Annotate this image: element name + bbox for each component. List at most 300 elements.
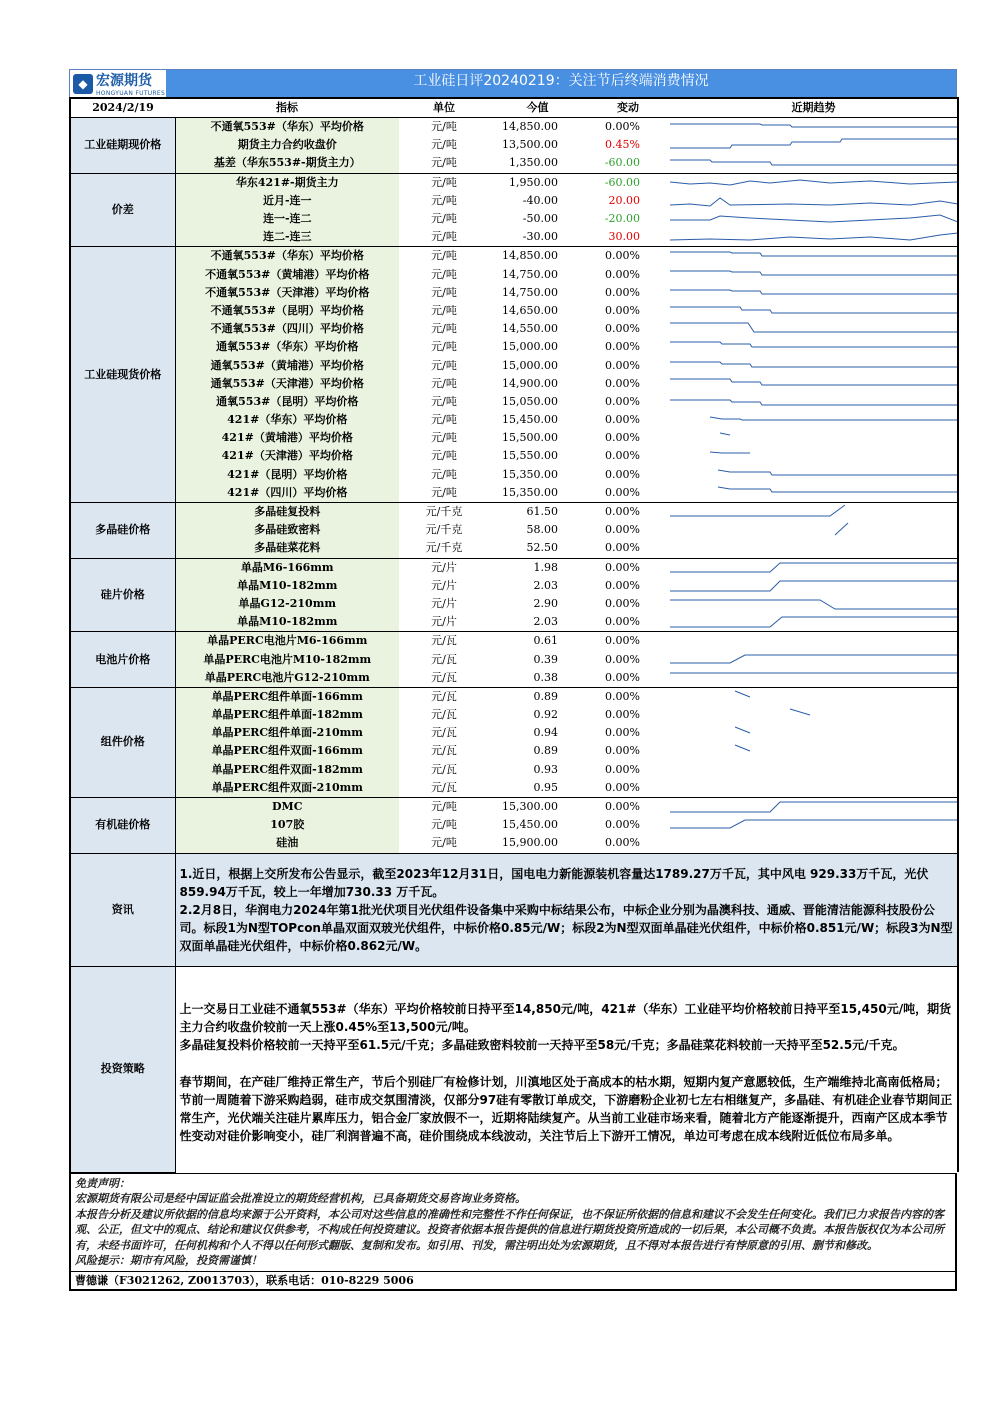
indicator-name: 421#（昆明）平均价格 xyxy=(175,466,399,484)
sparkline xyxy=(670,320,958,338)
sparkline xyxy=(670,706,958,724)
sparkline-path xyxy=(735,745,750,751)
unit-cell: 元/瓦 xyxy=(431,744,457,758)
unit-cell: 元/吨 xyxy=(431,358,457,372)
change-cell: 0.00% xyxy=(605,615,640,629)
sparkline xyxy=(670,742,958,760)
trend-cell xyxy=(670,266,958,284)
sparkline-path xyxy=(670,581,958,591)
sparkline xyxy=(670,484,958,502)
value-cell: -50.00 xyxy=(522,212,558,226)
trend-cell xyxy=(670,375,958,393)
change-cell: 0.00% xyxy=(586,558,670,577)
unit-cell: 元/吨 xyxy=(431,485,457,499)
change-cell: 0.00% xyxy=(605,652,640,666)
sparkline xyxy=(670,688,958,706)
trend-cell xyxy=(670,154,958,173)
col-change: 变动 xyxy=(586,98,670,118)
sparkline xyxy=(670,411,958,429)
value-cell: 0.61 xyxy=(489,632,586,651)
change-cell: 0.00% xyxy=(605,523,640,537)
strategy-paragraph-1: 上一交易日工业硅不通氧553#（华东）平均价格较前日持平至14,850元/吨，421#（华东）工业硅平均价格较前日持平至15,450元/吨，期货主力合约收盘价较前一天上涨0.45%至13,500元/吨。 xyxy=(179,1001,952,1034)
trend-cell xyxy=(670,650,958,668)
indicator-name: 不通氧553#（华东）平均价格 xyxy=(175,247,399,266)
table-row xyxy=(70,411,958,429)
sparkline xyxy=(670,816,958,834)
trend-cell xyxy=(670,302,958,320)
table-row xyxy=(70,613,958,632)
trend-cell xyxy=(670,118,958,137)
sparkline-path xyxy=(670,180,958,185)
table-row xyxy=(70,136,958,154)
indicator-name: 421#（四川）平均价格 xyxy=(175,484,399,503)
trend-cell xyxy=(670,669,958,688)
trend-cell xyxy=(670,284,958,302)
indicator-name: 通氧553#（华东）平均价格 xyxy=(175,338,399,356)
sparkline xyxy=(670,338,958,356)
sparkline-path xyxy=(670,342,958,347)
sparkline-path xyxy=(670,124,958,127)
value-cell: 0.92 xyxy=(533,708,558,722)
table-row xyxy=(70,687,958,706)
unit-cell: 元/瓦 xyxy=(399,632,489,651)
change-cell: -60.00 xyxy=(586,173,670,192)
change-cell: 0.00% xyxy=(605,285,640,299)
change-cell: 0.00% xyxy=(586,247,670,266)
trend-cell xyxy=(670,558,958,577)
table-row xyxy=(70,632,958,651)
indicator-name: 多晶硅复投料 xyxy=(175,502,399,521)
value-cell: 1,950.00 xyxy=(489,173,586,192)
trend-cell xyxy=(670,577,958,595)
value-cell: 14,650.00 xyxy=(502,303,558,317)
table-row xyxy=(70,393,958,411)
sparkline xyxy=(670,118,958,136)
indicator-name: 单晶PERC组件单面-182mm xyxy=(175,706,399,724)
sparkline xyxy=(670,247,958,265)
table-row xyxy=(70,320,958,338)
sparkline-path xyxy=(670,617,958,627)
trend-cell xyxy=(670,393,958,411)
value-cell: 14,850.00 xyxy=(489,118,586,137)
strategy-paragraph-2: 多晶硅复投料价格较前一天持平至61.5元/千克；多晶硅致密料较前一天持平至58元/千克；多晶硅菜花料较前一天持平至52.5元/千克。 xyxy=(179,1037,905,1052)
unit-cell: 元/吨 xyxy=(431,212,457,226)
sparkline xyxy=(670,798,958,816)
change-cell: 0.00% xyxy=(605,780,640,794)
col-unit: 单位 xyxy=(399,98,489,118)
sparkline xyxy=(670,266,958,284)
sparkline-path xyxy=(670,198,958,206)
sparkline xyxy=(670,447,958,465)
sparkline xyxy=(670,539,958,557)
company-logo xyxy=(70,70,166,97)
sparkline xyxy=(670,651,958,669)
unit-cell: 元/瓦 xyxy=(431,670,457,684)
trend-cell xyxy=(670,742,958,760)
sparkline xyxy=(670,302,958,320)
sparkline xyxy=(670,559,958,577)
unit-cell: 元/吨 xyxy=(431,467,457,481)
value-cell: 15,450.00 xyxy=(502,818,558,832)
sparkline xyxy=(670,228,958,246)
sparkline xyxy=(670,357,958,375)
trend-cell xyxy=(670,228,958,247)
report-title: 工业硅日评20240219：关注节后终端消费情况 xyxy=(413,73,709,89)
strategy-label: 投资策略 xyxy=(70,966,175,1172)
sparkline xyxy=(670,613,958,631)
indicator-name: 通氧553#（昆明）平均价格 xyxy=(175,393,399,411)
change-cell: 0.00% xyxy=(605,708,640,722)
sparkline xyxy=(670,669,958,687)
sparkline-path xyxy=(670,400,958,405)
value-cell: 15,350.00 xyxy=(502,485,558,499)
indicator-name: 近月-连一 xyxy=(175,192,399,210)
strategy-row xyxy=(70,966,958,1172)
value-cell: -40.00 xyxy=(522,193,558,207)
table-row xyxy=(70,797,958,816)
table-row xyxy=(70,173,958,192)
trend-cell xyxy=(670,834,958,853)
indicator-name: 多晶硅致密料 xyxy=(175,521,399,539)
sparkline xyxy=(670,284,958,302)
trend-cell xyxy=(670,429,958,447)
value-cell: 15,500.00 xyxy=(502,431,558,445)
value-cell: 2.03 xyxy=(533,578,558,592)
unit-cell: 元/瓦 xyxy=(399,687,489,706)
unit-cell: 元/瓦 xyxy=(431,652,457,666)
trend-cell xyxy=(670,595,958,613)
value-cell: 0.95 xyxy=(533,780,558,794)
change-cell: 0.00% xyxy=(605,670,640,684)
table-row xyxy=(70,502,958,521)
table-row xyxy=(70,466,958,484)
category-label: 工业硅现货价格 xyxy=(70,247,175,503)
sparkline-path xyxy=(790,709,810,715)
table-row xyxy=(70,118,958,137)
col-date: 2024/2/19 xyxy=(70,98,175,118)
unit-cell: 元/瓦 xyxy=(431,708,457,722)
indicator-name: 通氧553#（天津港）平均价格 xyxy=(175,375,399,393)
disclaimer-line-3: 风险提示：期市有风险，投资需谨慎！ xyxy=(75,1254,262,1268)
indicator-name: 不通氧553#（华东）平均价格 xyxy=(175,118,399,137)
change-cell: 0.00% xyxy=(605,340,640,354)
category-label: 多晶硅价格 xyxy=(70,502,175,558)
table-row xyxy=(70,266,958,284)
category-label: 有机硅价格 xyxy=(70,797,175,853)
unit-cell: 元/片 xyxy=(431,596,457,610)
sparkline xyxy=(670,136,958,154)
value-cell: 1,350.00 xyxy=(509,156,558,170)
trend-cell xyxy=(670,136,958,154)
unit-cell: 元/吨 xyxy=(431,413,457,427)
indicator-name: 期货主力合约收盘价 xyxy=(175,136,399,154)
unit-cell: 元/吨 xyxy=(431,836,457,850)
unit-cell: 元/吨 xyxy=(431,431,457,445)
news-content xyxy=(175,853,958,966)
value-cell: 15,300.00 xyxy=(489,797,586,816)
indicator-name: 多晶硅菜花料 xyxy=(175,539,399,558)
indicator-name: 不通氧553#（昆明）平均价格 xyxy=(175,302,399,320)
trend-cell xyxy=(670,484,958,503)
value-cell: 1.98 xyxy=(489,558,586,577)
trend-cell xyxy=(670,502,958,521)
sparkline xyxy=(670,210,958,228)
unit-cell: 元/片 xyxy=(431,578,457,592)
indicator-name: 华东421#-期货主力 xyxy=(175,173,399,192)
sparkline-path xyxy=(670,215,958,222)
value-cell: 2.03 xyxy=(533,615,558,629)
sparkline xyxy=(670,393,958,411)
table-row xyxy=(70,484,958,503)
sparkline xyxy=(670,503,958,521)
value-cell: 0.93 xyxy=(533,762,558,776)
value-cell: 2.90 xyxy=(533,596,558,610)
value-cell: 14,750.00 xyxy=(502,285,558,299)
value-cell: 13,500.00 xyxy=(502,138,558,152)
trend-cell xyxy=(670,411,958,429)
unit-cell: 元/吨 xyxy=(431,285,457,299)
sparkline-path xyxy=(670,802,958,812)
unit-cell: 元/千克 xyxy=(425,541,463,555)
sparkline-path xyxy=(710,417,958,420)
sparkline xyxy=(670,521,958,539)
sparkline xyxy=(670,174,958,192)
news-paragraph-1: 1.近日，根据上交所发布公告显示，截至2023年12月31日，国电电力新能源装机容量达1789.27万千瓦，其中风电 929.33万千瓦，光伏859.94万千瓦，较上一年增加730.33 万千瓦。 xyxy=(179,866,929,899)
indicator-name: 基差（华东553#-期货主力） xyxy=(175,154,399,173)
table-row xyxy=(70,429,958,447)
unit-cell: 元/吨 xyxy=(399,173,489,192)
sparkline-path xyxy=(718,487,958,492)
report-header xyxy=(69,69,957,97)
table-row xyxy=(70,595,958,613)
change-cell: 0.00% xyxy=(605,431,640,445)
unit-cell: 元/吨 xyxy=(431,376,457,390)
change-cell: -60.00 xyxy=(604,156,640,170)
unit-cell: 元/片 xyxy=(399,558,489,577)
unit-cell: 元/吨 xyxy=(431,267,457,281)
sparkline xyxy=(670,429,958,447)
indicator-name: 单晶M6-166mm xyxy=(175,558,399,577)
change-cell: 0.00% xyxy=(605,762,640,776)
table-row xyxy=(70,779,958,798)
sparkline-path xyxy=(670,160,958,165)
change-cell: 0.00% xyxy=(586,687,670,706)
table-row xyxy=(70,154,958,173)
price-table xyxy=(69,97,959,1173)
table-row xyxy=(70,447,958,465)
value-cell: 14,850.00 xyxy=(489,247,586,266)
sparkline-path xyxy=(670,655,958,663)
trend-cell xyxy=(670,613,958,632)
change-cell: 0.00% xyxy=(605,303,640,317)
change-cell: 0.00% xyxy=(605,413,640,427)
logo-cn: 宏源期货 xyxy=(96,73,152,89)
table-row xyxy=(70,761,958,779)
col-trend: 近期趋势 xyxy=(670,98,958,118)
value-cell: 52.50 xyxy=(526,541,558,555)
unit-cell: 元/吨 xyxy=(431,230,457,244)
value-cell: -30.00 xyxy=(522,230,558,244)
change-cell: 0.00% xyxy=(605,358,640,372)
disclaimer xyxy=(69,1173,957,1272)
unit-cell: 元/吨 xyxy=(399,118,489,137)
unit-cell: 元/吨 xyxy=(399,797,489,816)
table-row xyxy=(70,521,958,539)
table-row xyxy=(70,650,958,668)
value-cell: 15,000.00 xyxy=(502,358,558,372)
indicator-name: 单晶PERC电池片M6-166mm xyxy=(175,632,399,651)
col-indicator: 指标 xyxy=(175,98,399,118)
change-cell: 0.00% xyxy=(605,267,640,281)
table-row xyxy=(70,834,958,853)
unit-cell: 元/吨 xyxy=(431,449,457,463)
indicator-name: 连一-连二 xyxy=(175,210,399,228)
unit-cell: 元/吨 xyxy=(431,818,457,832)
strategy-content xyxy=(175,966,958,1172)
sparkline xyxy=(670,779,958,797)
value-cell: 0.39 xyxy=(533,652,558,666)
logo-mark-icon: ◆ xyxy=(73,74,93,94)
indicator-name: 不通氧553#（黄埔港）平均价格 xyxy=(175,266,399,284)
trend-cell xyxy=(670,192,958,210)
change-cell: 0.00% xyxy=(586,797,670,816)
trend-cell xyxy=(670,356,958,374)
change-cell: 0.00% xyxy=(605,726,640,740)
value-cell: 0.89 xyxy=(489,687,586,706)
indicator-name: 单晶PERC电池片M10-182mm xyxy=(175,650,399,668)
change-cell: 0.00% xyxy=(586,502,670,521)
table-row xyxy=(70,192,958,210)
indicator-name: 421#（华东）平均价格 xyxy=(175,411,399,429)
change-cell: 0.00% xyxy=(605,596,640,610)
indicator-name: 单晶PERC组件双面-182mm xyxy=(175,761,399,779)
change-cell: 0.00% xyxy=(605,541,640,555)
change-cell: -20.00 xyxy=(604,212,640,226)
indicator-name: 421#（天津港）平均价格 xyxy=(175,447,399,465)
sparkline-path xyxy=(670,233,958,240)
disclaimer-line-1: 宏源期货有限公司是经中国证监会批准设立的期货经营机构，已具备期货交易咨询业务资格。 xyxy=(75,1192,526,1206)
sparkline-path xyxy=(835,523,848,535)
sparkline xyxy=(670,834,958,852)
table-row xyxy=(70,247,958,266)
unit-cell: 元/瓦 xyxy=(431,726,457,740)
unit-cell: 元/瓦 xyxy=(431,762,457,776)
trend-cell xyxy=(670,779,958,798)
indicator-name: 421#（黄埔港）平均价格 xyxy=(175,429,399,447)
value-cell: 14,550.00 xyxy=(502,322,558,336)
category-label: 工业硅期现价格 xyxy=(70,118,175,174)
value-cell: 58.00 xyxy=(526,523,558,537)
change-cell: 0.45% xyxy=(605,138,640,152)
col-value: 今值 xyxy=(489,98,586,118)
indicator-name: 单晶PERC组件单面-166mm xyxy=(175,687,399,706)
trend-cell xyxy=(670,539,958,558)
table-row xyxy=(70,539,958,558)
change-cell: 30.00 xyxy=(608,230,640,244)
column-header-row xyxy=(70,98,958,118)
trend-cell xyxy=(670,173,958,192)
unit-cell: 元/吨 xyxy=(399,247,489,266)
unit-cell: 元/瓦 xyxy=(431,780,457,794)
report-sheet xyxy=(69,69,957,1291)
table-row xyxy=(70,375,958,393)
indicator-name: DMC xyxy=(175,797,399,816)
category-label: 硅片价格 xyxy=(70,558,175,632)
value-cell: 15,900.00 xyxy=(502,836,558,850)
value-cell: 61.50 xyxy=(489,502,586,521)
table-row xyxy=(70,558,958,577)
table-row xyxy=(70,706,958,724)
indicator-name: 107胶 xyxy=(175,816,399,834)
sparkline-path xyxy=(670,505,845,516)
change-cell: 0.00% xyxy=(605,818,640,832)
sparkline-path xyxy=(670,563,958,572)
sparkline xyxy=(670,375,958,393)
sparkline xyxy=(670,632,958,650)
value-cell: 0.89 xyxy=(533,744,558,758)
sparkline-path xyxy=(735,727,750,733)
table-row xyxy=(70,284,958,302)
news-label: 资讯 xyxy=(70,853,175,966)
unit-cell: 元/片 xyxy=(431,615,457,629)
trend-cell xyxy=(670,706,958,724)
trend-cell xyxy=(670,761,958,779)
strategy-paragraph-3: 春节期间，在产硅厂维持正常生产，节后个别硅厂有检修计划，川滇地区处于高成本的枯水期，短期内复产意愿较低，生产端维持北高南低格局；节前一周随着下游采购趋弱，硅市成交氛围清淡，仅部分97硅有零散订单成交，下游磨粉企业初七左右相继复产，多晶硅、有机硅企业春节期间正常生产，光伏端关注硅片累库压力，铝合金厂家放假不一，近期将陆续复产。从当前工业硅市场来看，随着北方产能逐渐提升，西南产区成本季节性变动对硅价影响变小，硅厂利润普遍不高，硅价围绕成本线波动，关注节后上下游开工情况，单边可考虑在成本线附近低位布局多单。 xyxy=(179,1074,953,1143)
value-cell: 15,550.00 xyxy=(502,449,558,463)
change-cell: 0.00% xyxy=(605,744,640,758)
table-row xyxy=(70,724,958,742)
sparkline xyxy=(670,154,958,172)
change-cell: 0.00% xyxy=(605,376,640,390)
sparkline-path xyxy=(670,290,958,294)
sparkline-path xyxy=(718,470,958,475)
sparkline-path xyxy=(670,323,958,332)
value-cell: 14,900.00 xyxy=(502,376,558,390)
table-row xyxy=(70,577,958,595)
sparkline xyxy=(670,595,958,613)
sparkline-path xyxy=(670,252,958,256)
change-cell: 0.00% xyxy=(605,322,640,336)
trend-cell xyxy=(670,320,958,338)
table-row xyxy=(70,302,958,320)
value-cell: 14,750.00 xyxy=(502,267,558,281)
table-row xyxy=(70,742,958,760)
trend-cell xyxy=(670,632,958,651)
sparkline xyxy=(670,761,958,779)
indicator-name: 不通氧553#（天津港）平均价格 xyxy=(175,284,399,302)
change-cell: 0.00% xyxy=(605,836,640,850)
value-cell: 15,000.00 xyxy=(502,340,558,354)
indicator-name: 单晶PERC组件双面-166mm xyxy=(175,742,399,760)
trend-cell xyxy=(670,521,958,539)
sparkline-path xyxy=(735,691,750,697)
table-row xyxy=(70,669,958,688)
sparkline-path xyxy=(670,600,958,609)
value-cell: 0.94 xyxy=(533,726,558,740)
table-row xyxy=(70,228,958,247)
trend-cell xyxy=(670,247,958,266)
unit-cell: 元/吨 xyxy=(431,394,457,408)
table-row xyxy=(70,338,958,356)
sparkline-path xyxy=(670,307,958,313)
unit-cell: 元/千克 xyxy=(425,523,463,537)
change-cell: 0.00% xyxy=(605,485,640,499)
table-row xyxy=(70,210,958,228)
category-label: 价差 xyxy=(70,173,175,247)
category-label: 电池片价格 xyxy=(70,632,175,688)
trend-cell xyxy=(670,724,958,742)
trend-cell xyxy=(670,687,958,706)
